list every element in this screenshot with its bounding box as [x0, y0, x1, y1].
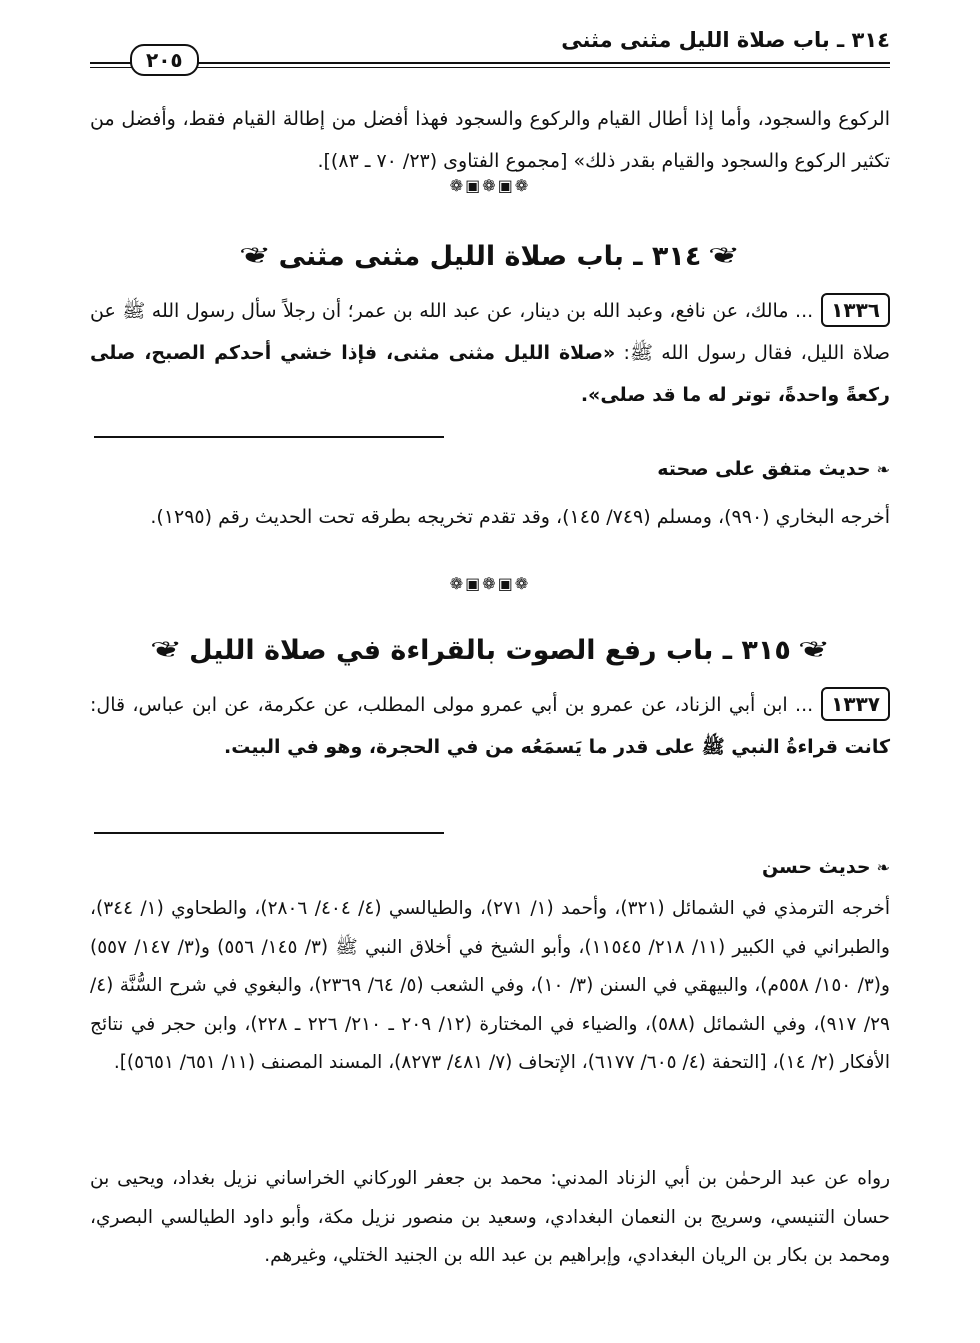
- hadith-1337: [90, 684, 890, 768]
- page-number: ٢٠٥: [130, 44, 199, 76]
- right-ornament-icon: ❦: [707, 243, 742, 269]
- hadith-grade-315: [762, 856, 890, 878]
- narrators-paragraph: رواه عن عبد الرحمٰن بن أبي الزناد المدني: محمد بن جعفر الوركاني الخراساني نزيل بغداد، ويحيى بن حسان التنيسي، وسريج بن النعمان البغدادي، وسعيد بن منصور نزيل مكة، وأبو داود الطيالسي البصري، ومحمد بن بكار بن الريان البغدادي، وإبراهيم بن عبد الله بن الجنيد الختلي، وغيرهم.: [90, 1168, 890, 1266]
- grade-label: حديث حسن: [761, 856, 871, 878]
- chapter-title-315: ٣١٥ ـ باب رفع الصوت بالقراءة في صلاة الليل: [189, 634, 791, 666]
- leaf-icon: ❧: [876, 459, 890, 479]
- takhrij-314: أخرجه البخاري (٩٩٠)، ومسلم (٧٤٩/ ١٤٥)، وقد تقدم تخريجه بطرقه تحت الحديث رقم (١٢٩٥).: [150, 506, 890, 528]
- hadith-matn: كانت قراءةُ النبي ﷺ على قدر ما يَسمَعُه من في الحجرة، وهو في البيت.: [224, 736, 890, 758]
- hadith-matn: «صلاة الليل مثنى مثنى، فإذا خشي أحدكم الصبح، صلى ركعةً واحدةً، توتر له ما قد صلى».: [90, 342, 890, 406]
- hadith-chain: ... مالك، عن نافع، وعبد الله بن دينار، عن عبد الله بن عمر؛ أن رجلاً سأل رسول الله ﷺ عن صلاة الليل، فقال رسول الله ﷺ:: [90, 300, 890, 364]
- leaf-icon: ❧: [876, 857, 890, 877]
- ornament-divider: ❁▣❁▣❁: [449, 574, 531, 593]
- running-title: ٣١٤ ـ باب صلاة الليل مثنى مثنى: [561, 28, 890, 52]
- chapter-heading-314: [120, 228, 860, 284]
- left-ornament-icon: ❦: [238, 243, 273, 269]
- intro-paragraph: الركوع والسجود، وأما إذا أطال القيام والركوع والسجود فهذا أفضل من إطالة القيام فقط، وأفضل من تكثير الركوع والسجود والقيام بقدر ذلك» [مجموع الفتاوى (٢٣/ ٧٠ ـ ٨٣)].: [90, 108, 890, 172]
- section-rule: [94, 832, 444, 834]
- section-rule: [94, 436, 444, 438]
- hadith-number-badge: ١٣٣٦: [821, 293, 890, 327]
- header-rule: [90, 62, 890, 64]
- ornament-divider: ❁▣❁▣❁: [449, 176, 531, 195]
- right-ornament-icon: ❦: [797, 637, 831, 663]
- header-rule-thin: [90, 67, 890, 68]
- running-header: [90, 26, 890, 76]
- left-ornament-icon: ❦: [149, 637, 183, 663]
- takhrij-315: أخرجه الترمذي في الشمائل (٣٢١)، وأحمد (١/ ٢٧١)، والطيالسي (٤/ ٤٠٤/ ٢٨٠٦)، والطحاوي (١/ ٣٤٤)، والطبراني في الكبير (١١/ ٢١٨/ ١١٥٤٥)، وأبو الشيخ في أخلاق النبي ﷺ (٣/ ١٤٥/ ٥٥٦) و(٣/ ١٤٧/ ٥٥٧) و(٣/ ١٥٠/ ٥٥٨م)، والبيهقي في السنن (٣/ ١٠)، وفي الشعب (٥/ ٦٤/ ٢٣٦٩)، والبغوي في شرح السُّنَّة (٤/ ٢٩/ ٩١٧)، وفي الشمائل (٥٨٨)، والضياء في المختارة (١٢/ ٢٠٩ ـ ٢١٠/ ٢٢٦ ـ ٢٢٨)، وابن حجر في نتائج الأفكار (٢/ ١٤)، [التحفة (٤/ ٦٠٥/ ٦١٧٧)، الإتحاف (٧/ ٤٨١/ ٨٢٧٣)، المسند المصنف (١١/ ٦٥١/ ٥٦٥١)].: [90, 898, 890, 1073]
- grade-label: حديث متفق على صحته: [657, 458, 871, 480]
- hadith-grade-314: [657, 458, 890, 480]
- chapter-heading-315: [120, 622, 860, 678]
- hadith-1336: [90, 290, 890, 416]
- chapter-title-314: ٣١٤ ـ باب صلاة الليل مثنى مثنى: [278, 240, 702, 272]
- hadith-chain: ... ابن أبي الزناد، عن عمرو بن أبي عمرو مولى المطلب، عن عكرمة، عن ابن عباس، قال:: [90, 694, 814, 716]
- hadith-number-badge: ١٣٣٧: [821, 687, 890, 721]
